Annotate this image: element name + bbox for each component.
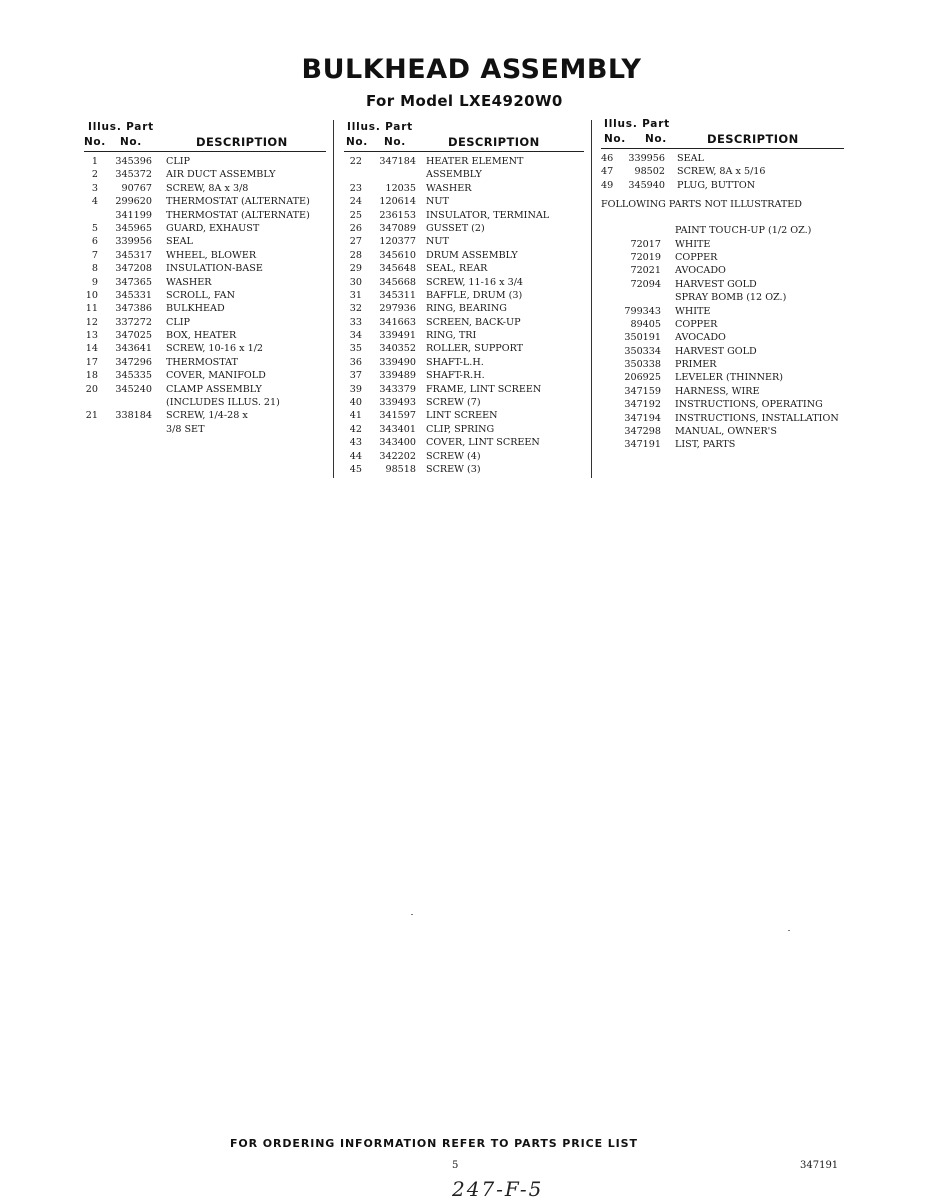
part-description: THERMOSTAT: [166, 356, 238, 368]
part-number: 98518: [385, 463, 416, 475]
parts-row: [84, 396, 326, 409]
part-description: HARVEST GOLD: [675, 345, 757, 357]
illus-number: 29: [349, 263, 362, 275]
part-description: SCREW (3): [426, 463, 481, 475]
part-description: SHAFT-L.H.: [426, 356, 484, 368]
part-description: HARVEST GOLD: [675, 278, 757, 290]
parts-row: [344, 155, 586, 168]
parts-row: [84, 409, 326, 422]
handwritten-note: [448, 1176, 588, 1202]
parts-row: [601, 345, 851, 358]
part-number: 339956: [115, 236, 152, 248]
part-description: RING, TRI: [426, 330, 477, 342]
part-description: ROLLER, SUPPORT: [426, 343, 524, 355]
parts-row: [601, 358, 851, 371]
header-rule: [84, 151, 326, 152]
part-description: BOX, HEATER: [166, 330, 237, 342]
illus-number: 18: [85, 370, 98, 382]
part-description: SCREW, 8A x 5/16: [677, 166, 766, 178]
parts-row: [84, 168, 326, 181]
parts-row: [601, 165, 851, 178]
parts-list: [84, 155, 326, 436]
part-number: 347025: [115, 330, 152, 342]
part-number: 343401: [379, 423, 416, 435]
part-description: SHAFT-R.H.: [426, 370, 485, 382]
part-number: 339491: [379, 330, 416, 342]
part-description: THERMOSTAT (ALTERNATE): [166, 209, 310, 221]
part-description: SEAL, REAR: [426, 263, 488, 275]
part-number: 347184: [379, 156, 416, 167]
illus-no-label: No.: [346, 136, 368, 148]
part-description: LIST, PARTS: [675, 439, 736, 451]
part-number: 339490: [379, 356, 416, 368]
part-description: CLIP: [166, 316, 190, 328]
illus-number: 24: [349, 196, 362, 208]
part-description: WASHER: [166, 276, 212, 288]
illus-number: 35: [349, 343, 362, 355]
part-description: SCROLL, FAN: [166, 289, 235, 301]
part-number: 347365: [115, 276, 152, 288]
part-number: 345317: [115, 249, 152, 261]
part-description: WHITE: [675, 305, 711, 317]
part-number: 347298: [624, 426, 661, 438]
part-number: 12035: [385, 182, 416, 194]
part-description: LINT SCREEN: [426, 410, 498, 422]
part-number: 90767: [121, 182, 152, 194]
parts-row: [84, 276, 326, 289]
parts-row: [84, 316, 326, 329]
parts-row: [601, 371, 851, 384]
part-description: MANUAL, OWNER'S: [675, 426, 777, 438]
part-description: GUSSET (2): [426, 222, 485, 234]
illus-number: 43: [349, 437, 362, 449]
part-description: WHEEL, BLOWER: [166, 249, 257, 261]
parts-row: [344, 276, 586, 289]
parts-row: [601, 224, 851, 237]
part-number: 343400: [379, 437, 416, 449]
part-number: 89405: [630, 318, 661, 330]
part-number: 799343: [624, 305, 661, 317]
illus-number: 12: [85, 316, 98, 328]
parts-list: [344, 155, 586, 476]
part-number: 342202: [379, 450, 416, 462]
parts-row: [84, 356, 326, 369]
handwritten-note-text: 247-F-5: [452, 1177, 544, 1201]
part-description: SCREW, 11-16 x 3/4: [426, 276, 524, 288]
illus-number: 32: [349, 303, 362, 315]
part-number: 340352: [379, 343, 416, 355]
illus-number: 39: [349, 383, 362, 395]
parts-row: [84, 195, 326, 208]
part-description: PRIMER: [675, 359, 717, 371]
parts-row: [344, 168, 586, 181]
part-number: 341199: [115, 209, 152, 221]
parts-row: [344, 329, 586, 342]
part-no-label: No.: [645, 133, 667, 145]
part-number: 206925: [624, 372, 661, 384]
illus-number: 11: [85, 303, 98, 315]
illus-number: 44: [349, 450, 362, 462]
column-header: [344, 121, 586, 155]
parts-row: [601, 152, 851, 165]
column-divider-left: [333, 120, 334, 478]
parts-row: [344, 423, 586, 436]
part-description: INSULATION-BASE: [166, 263, 263, 275]
part-description: AVOCADO: [675, 265, 726, 277]
illus-number: 36: [349, 356, 362, 368]
parts-row: [601, 291, 851, 304]
part-description: SCREW, 10-16 x 1/2: [166, 343, 264, 355]
part-description: FRAME, LINT SCREEN: [426, 383, 542, 395]
parts-row: [84, 423, 326, 436]
page-title: BULKHEAD ASSEMBLY: [301, 54, 642, 85]
part-description: COVER, LINT SCREEN: [426, 437, 540, 449]
part-description: NUT: [426, 236, 449, 248]
parts-row: [601, 238, 851, 251]
part-description: CLAMP ASSEMBLY: [166, 383, 262, 395]
part-description: AVOCADO: [675, 332, 726, 344]
illus-number: 8: [91, 263, 98, 275]
parts-row: [84, 302, 326, 315]
part-number: 72017: [630, 238, 661, 250]
parts-row: [601, 438, 851, 451]
parts-row: [344, 195, 586, 208]
parts-row: [84, 249, 326, 262]
parts-row: [84, 209, 326, 222]
part-description: WASHER: [426, 182, 472, 194]
model-subtitle: For Model LXE4920W0: [366, 92, 563, 110]
illus-number: 45: [349, 463, 362, 475]
parts-row: [601, 278, 851, 291]
illus-number: 33: [349, 316, 362, 328]
illus-number: 47: [601, 166, 614, 178]
part-number: 337272: [115, 316, 152, 328]
illus-number: 41: [349, 410, 362, 422]
illus-number: 6: [91, 236, 98, 248]
part-description: ASSEMBLY: [426, 169, 482, 181]
parts-row: [84, 342, 326, 355]
part-description: PLUG, BUTTON: [677, 179, 756, 191]
column-header: [601, 118, 851, 152]
description-label: DESCRIPTION: [448, 135, 540, 149]
parts-row: [84, 369, 326, 382]
part-description: 3/8 SET: [166, 423, 205, 435]
parts-column-2: [344, 121, 586, 476]
parts-row: [601, 331, 851, 344]
not-illustrated-list: [601, 224, 851, 452]
parts-row: [344, 383, 586, 396]
parts-row: [84, 235, 326, 248]
part-number: 120377: [379, 236, 416, 248]
part-number: 345372: [115, 169, 152, 181]
part-no-label: No.: [384, 136, 406, 148]
part-number: 345940: [628, 179, 665, 191]
illus-number: 22: [349, 156, 362, 167]
part-number: 297936: [379, 303, 416, 315]
parts-row: [344, 209, 586, 222]
part-number: 347194: [624, 412, 661, 424]
scan-speck: [788, 930, 790, 931]
ordering-footer: FOR ORDERING INFORMATION REFER TO PARTS PRICE LIST: [230, 1137, 638, 1150]
parts-row: [344, 369, 586, 382]
parts-row: [344, 450, 586, 463]
part-description: SPRAY BOMB (12 OZ.): [675, 292, 787, 304]
part-number: 347191: [624, 439, 661, 451]
part-number: 299620: [115, 196, 152, 208]
part-number: 345648: [379, 263, 416, 275]
part-number: 343379: [379, 383, 416, 395]
illus-number: 10: [85, 289, 98, 301]
description-label: DESCRIPTION: [707, 132, 799, 146]
part-description: PAINT TOUCH-UP (1/2 OZ.): [675, 225, 812, 237]
parts-row: [84, 222, 326, 235]
part-description: SCREEN, BACK-UP: [426, 316, 521, 328]
illus-number: 34: [349, 330, 362, 342]
parts-column-1: [84, 121, 326, 436]
part-number: 350338: [624, 359, 661, 371]
part-number: 347296: [115, 356, 152, 368]
part-number: 343641: [115, 343, 152, 355]
parts-row: [344, 396, 586, 409]
part-number: 339493: [379, 397, 416, 409]
part-number: 72019: [630, 251, 661, 263]
part-number: 345335: [115, 370, 152, 382]
part-description: SCREW, 1/4-28 x: [166, 410, 248, 422]
parts-row: [344, 182, 586, 195]
part-description: THERMOSTAT (ALTERNATE): [166, 196, 310, 208]
part-number: 341663: [379, 316, 416, 328]
parts-row: [344, 342, 586, 355]
illus-number: 49: [601, 179, 614, 191]
illus-number: 25: [349, 209, 362, 221]
part-number: 341597: [379, 410, 416, 422]
part-description: SCREW (4): [426, 450, 481, 462]
document-number: 347191: [800, 1160, 839, 1171]
illus-number: 27: [349, 236, 362, 248]
column-divider-right: [591, 120, 592, 478]
part-number: 350334: [624, 345, 661, 357]
illus-number: 2: [91, 169, 98, 181]
parts-row: [601, 385, 851, 398]
part-number: 345240: [115, 383, 152, 395]
illus-number: 40: [349, 397, 362, 409]
part-description: COPPER: [675, 318, 718, 330]
part-description: BULKHEAD: [166, 303, 225, 315]
part-number: 72094: [630, 278, 661, 290]
illus-part-label: Illus. Part: [88, 121, 154, 133]
illus-number: 42: [349, 423, 362, 435]
part-description: LEVELER (THINNER): [675, 372, 784, 384]
parts-row: [84, 329, 326, 342]
part-description: DRUM ASSEMBLY: [426, 249, 518, 261]
illus-number: 21: [85, 410, 98, 422]
part-number: 338184: [115, 410, 152, 422]
part-number: 345311: [379, 289, 416, 301]
part-number: 72021: [630, 265, 661, 277]
parts-list: [601, 152, 851, 192]
part-number: 339489: [379, 370, 416, 382]
parts-row: [344, 463, 586, 476]
part-description: (INCLUDES ILLUS. 21): [166, 397, 280, 409]
part-description: WHITE: [675, 238, 711, 250]
part-description: INSTRUCTIONS, OPERATING: [675, 399, 823, 411]
parts-row: [84, 262, 326, 275]
illus-number: 9: [91, 276, 98, 288]
part-description: SEAL: [166, 236, 193, 248]
part-description: HARNESS, WIRE: [675, 385, 760, 397]
part-number: 347208: [115, 263, 152, 275]
parts-row: [84, 383, 326, 396]
part-description: HEATER ELEMENT: [426, 156, 524, 167]
illus-number: 3: [91, 182, 98, 194]
parts-column-3: [601, 118, 851, 452]
part-description: NUT: [426, 196, 449, 208]
parts-row: [344, 222, 586, 235]
illus-number: 30: [349, 276, 362, 288]
not-illustrated-heading: FOLLOWING PARTS NOT ILLUSTRATED: [601, 199, 802, 211]
part-number: 350191: [624, 332, 661, 344]
illus-number: 14: [85, 343, 98, 355]
part-description: COVER, MANIFOLD: [166, 370, 266, 382]
illus-number: 4: [91, 196, 98, 208]
parts-row: [344, 249, 586, 262]
illus-number: 31: [349, 289, 362, 301]
part-number: 347386: [115, 303, 152, 315]
parts-row: [601, 398, 851, 411]
illus-number: 23: [349, 182, 362, 194]
illus-number: 37: [349, 370, 362, 382]
parts-row: [344, 409, 586, 422]
header-rule: [344, 151, 584, 152]
parts-row: [84, 182, 326, 195]
illus-number: 26: [349, 222, 362, 234]
part-description: GUARD, EXHAUST: [166, 222, 260, 234]
part-description: INSTRUCTIONS, INSTALLATION: [675, 412, 839, 424]
parts-row: [601, 305, 851, 318]
part-description: INSULATOR, TERMINAL: [426, 209, 550, 221]
illus-number: 17: [85, 356, 98, 368]
part-no-label: No.: [120, 136, 142, 148]
part-number: 345610: [379, 249, 416, 261]
illus-number: 28: [349, 249, 362, 261]
illus-no-label: No.: [84, 136, 106, 148]
part-description: RING, BEARING: [426, 303, 507, 315]
scan-speck: [411, 914, 413, 915]
parts-row: [344, 262, 586, 275]
part-description: BAFFLE, DRUM (3): [426, 289, 523, 301]
part-number: 98502: [634, 166, 665, 178]
part-description: SCREW (7): [426, 397, 481, 409]
part-number: 120614: [379, 196, 416, 208]
parts-row: [344, 302, 586, 315]
parts-row: [601, 425, 851, 438]
parts-row: [344, 235, 586, 248]
parts-row: [84, 289, 326, 302]
parts-row: [344, 289, 586, 302]
parts-row: [601, 412, 851, 425]
parts-row: [601, 264, 851, 277]
part-number: 345331: [115, 289, 152, 301]
part-description: AIR DUCT ASSEMBLY: [166, 169, 276, 181]
part-number: 345965: [115, 222, 152, 234]
illus-number: 13: [85, 330, 98, 342]
part-number: 345396: [115, 156, 152, 167]
parts-row: [601, 179, 851, 192]
parts-row: [84, 155, 326, 168]
illus-number: 7: [91, 249, 98, 261]
illus-number: 46: [601, 153, 614, 164]
parts-row: [344, 316, 586, 329]
part-number: 236153: [379, 209, 416, 221]
illus-part-label: Illus. Part: [347, 121, 413, 133]
parts-row: [344, 356, 586, 369]
illus-no-label: No.: [604, 133, 626, 145]
part-description: CLIP, SPRING: [426, 423, 495, 435]
part-description: CLIP: [166, 156, 190, 167]
part-number: 347159: [624, 385, 661, 397]
part-description: COPPER: [675, 251, 718, 263]
part-number: 339956: [628, 153, 665, 164]
illus-number: 1: [91, 156, 98, 167]
part-description: SCREW, 8A x 3/8: [166, 182, 249, 194]
column-header: [84, 121, 326, 155]
page-number: 5: [452, 1160, 459, 1171]
parts-row: [601, 318, 851, 331]
parts-row: [344, 436, 586, 449]
illus-number: 20: [85, 383, 98, 395]
parts-row: [601, 251, 851, 264]
illus-number: 5: [91, 222, 98, 234]
part-description: SEAL: [677, 153, 704, 164]
header-rule: [601, 148, 844, 149]
part-number: 347089: [379, 222, 416, 234]
illus-part-label: Illus. Part: [604, 118, 670, 130]
description-label: DESCRIPTION: [196, 135, 288, 149]
part-number: 347192: [624, 399, 661, 411]
part-number: 345668: [379, 276, 416, 288]
